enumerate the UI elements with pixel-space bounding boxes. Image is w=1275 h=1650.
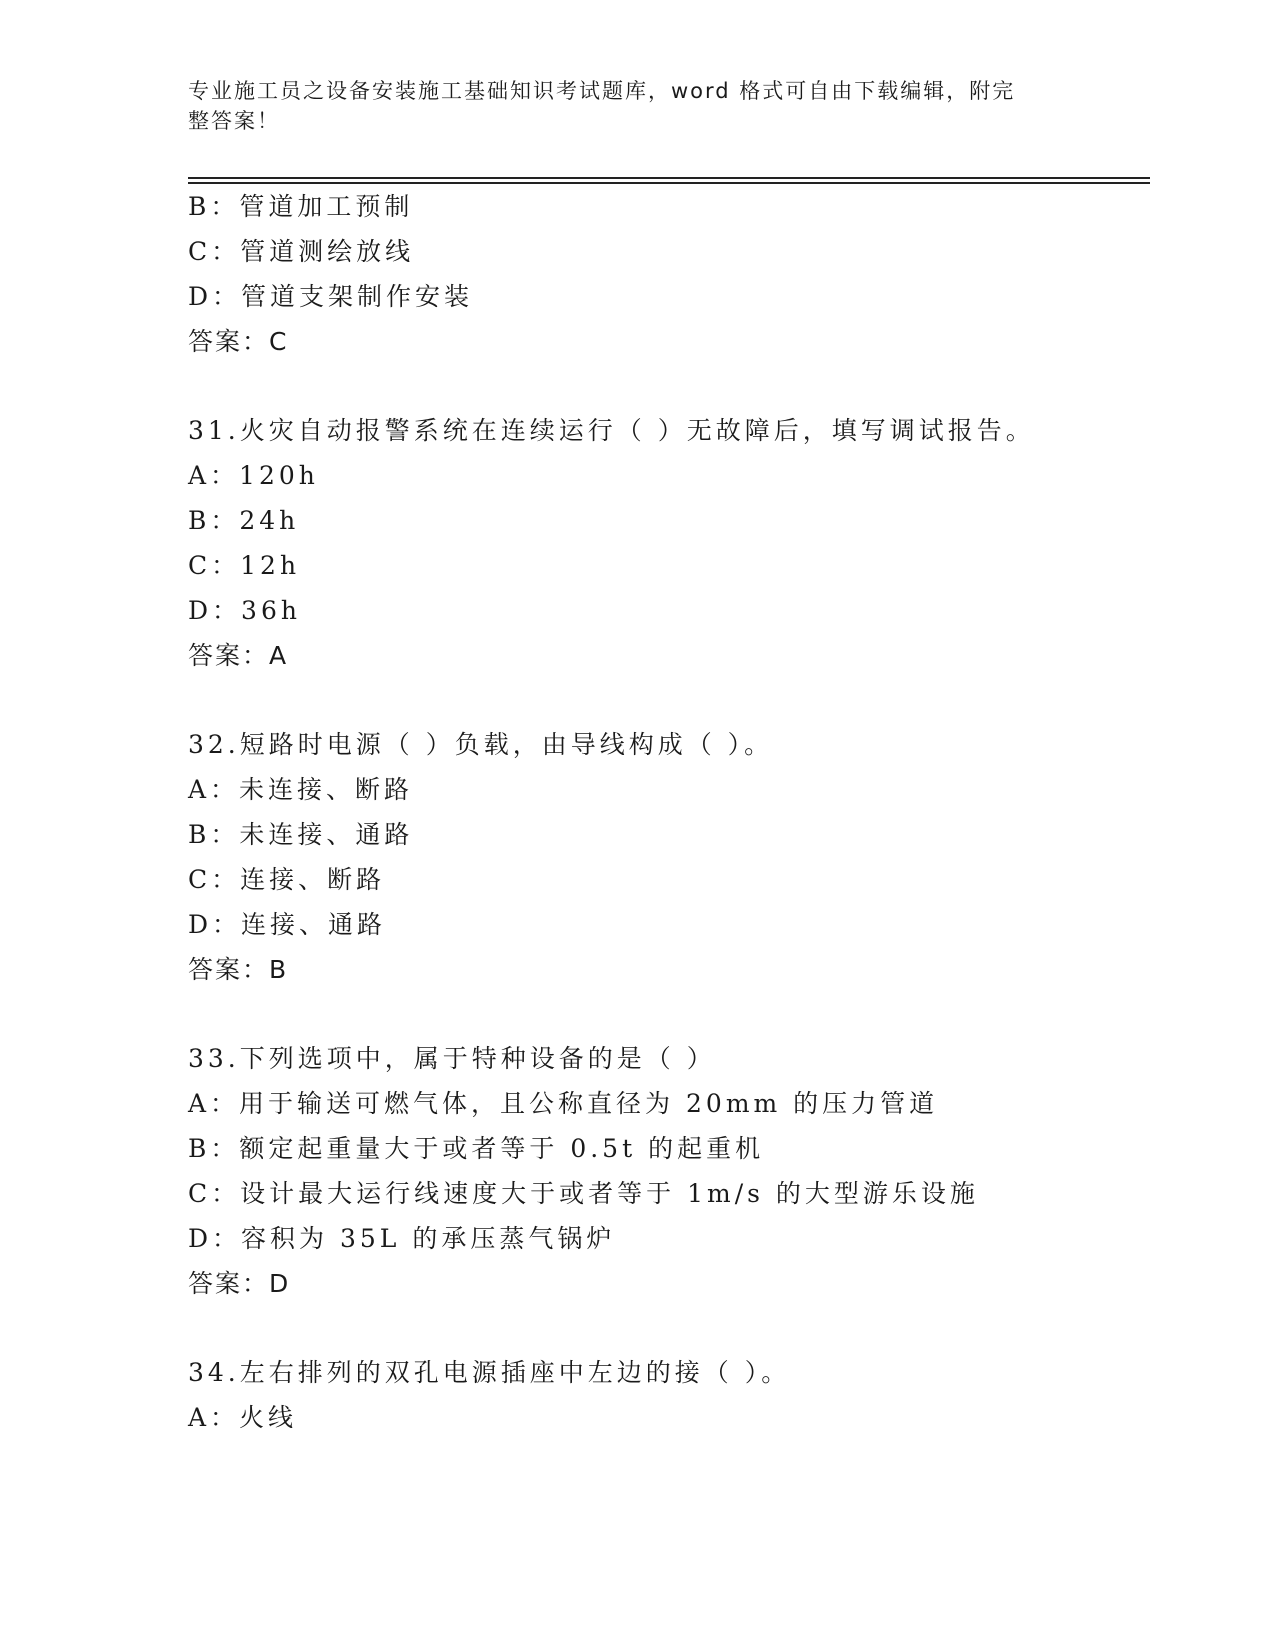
q34-option-a: A：火线 xyxy=(188,1403,298,1432)
q31-option-c: C：12h xyxy=(188,551,301,580)
q33-option-d: D：容积为 35L 的承压蒸气锅炉 xyxy=(188,1224,616,1253)
document-header xyxy=(188,76,1068,136)
q32-option-a: A：未连接、断路 xyxy=(188,775,414,804)
q31-option-b: B：24h xyxy=(188,506,300,535)
header-line-1: 专业施工员之设备安装施工基础知识考试题库，word 格式可自由下载编辑，附完 xyxy=(188,79,1016,103)
q33-option-b: B：额定起重量大于或者等于 0.5t 的起重机 xyxy=(188,1134,765,1163)
q30-option-d: D：管道支架制作安装 xyxy=(188,282,474,311)
q30-answer: 答案：C xyxy=(188,327,289,356)
q32-option-d: D：连接、通路 xyxy=(188,910,387,939)
q32-answer: 答案：B xyxy=(188,955,289,984)
q32-option-b: B：未连接、通路 xyxy=(188,820,414,849)
q32-question: 32.短路时电源（ ）负载，由导线构成（ ）。 xyxy=(188,730,774,759)
q31-option-d: D：36h xyxy=(188,596,301,625)
q34-question: 34.左右排列的双孔电源插座中左边的接（ ）。 xyxy=(188,1358,791,1387)
header-line-2: 整答案！ xyxy=(188,109,280,133)
header-divider-top xyxy=(188,177,1150,179)
q33-answer: 答案：D xyxy=(188,1269,291,1298)
q33-option-a: A：用于输送可燃气体，且公称直径为 20mm 的压力管道 xyxy=(188,1089,939,1118)
q31-answer: 答案：A xyxy=(188,641,289,670)
q33-option-c: C：设计最大运行线速度大于或者等于 1m/s 的大型游乐设施 xyxy=(188,1179,979,1208)
q31-option-a: A：120h xyxy=(188,461,319,490)
q31-question: 31.火灾自动报警系统在连续运行（ ）无故障后，填写调试报告。 xyxy=(188,416,1035,445)
q32-option-c: C：连接、断路 xyxy=(188,865,386,894)
q30-option-b: B：管道加工预制 xyxy=(188,192,414,221)
q30-option-c: C：管道测绘放线 xyxy=(188,237,415,266)
q33-question: 33.下列选项中，属于特种设备的是（ ） xyxy=(188,1044,716,1073)
header-divider-bottom xyxy=(188,182,1150,184)
